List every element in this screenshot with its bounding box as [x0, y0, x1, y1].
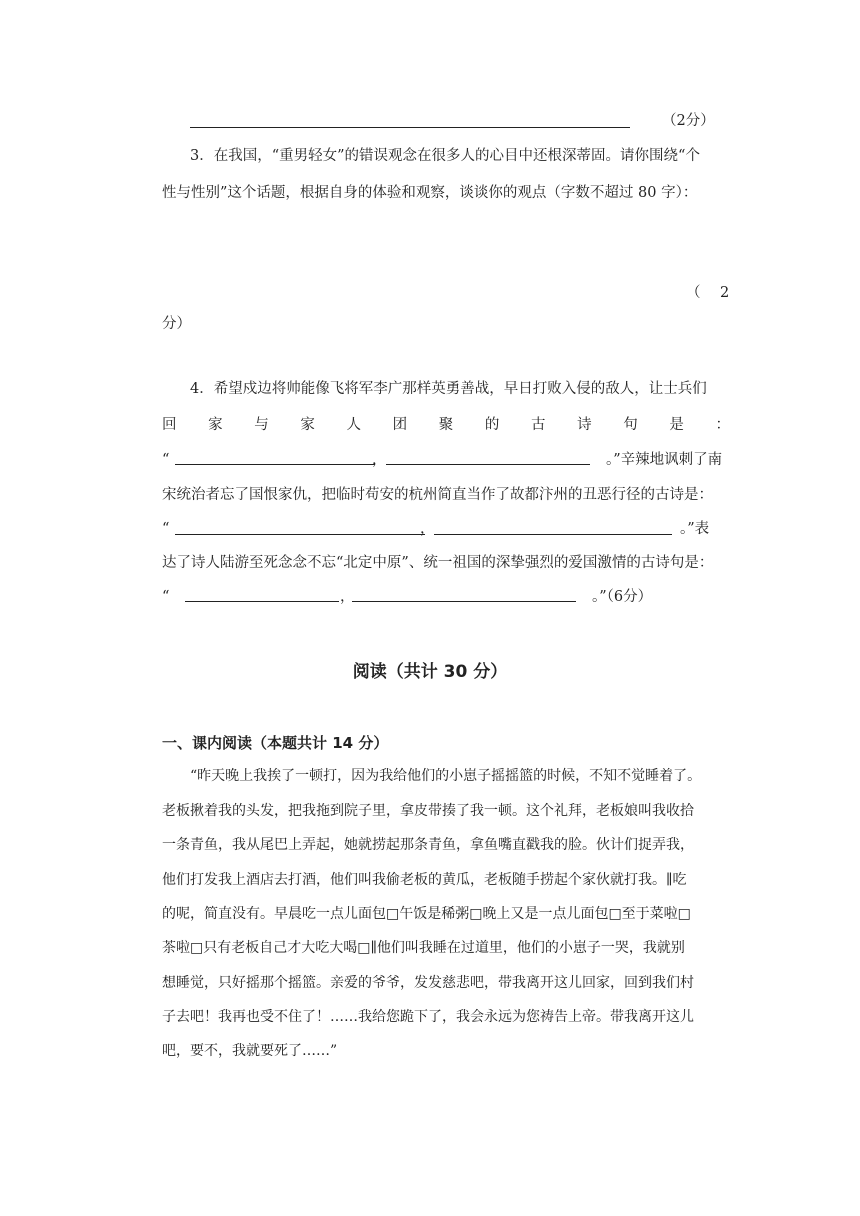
char: 回 — [162, 417, 177, 433]
q4-comma-b: ， — [420, 521, 435, 537]
passage-line: 茶啦□只有老板自己才大吃大喝□∥他们叫我睡在过道里，他们的小崽子一哭，我就别 — [162, 940, 685, 956]
char: 古 — [531, 417, 546, 433]
q4-comma-c: ， — [340, 589, 355, 605]
char: 与 — [254, 417, 269, 433]
q3-score-open: （ — [686, 285, 701, 301]
passage-line: 老板揪着我的头发，把我拖到院子里，拿皮带揍了我一顿。这个礼拜，老板娘叫我收拾 — [162, 803, 694, 819]
q4-open-quote-b: “ — [162, 521, 170, 537]
char: 聚 — [438, 417, 454, 433]
passage-line: 吧，要不，我就要死了……” — [162, 1043, 338, 1059]
q4-blank-a1[interactable] — [175, 464, 375, 465]
char: ： — [715, 417, 730, 433]
char: 是 — [669, 417, 684, 433]
q3-score-number: 2 — [720, 285, 730, 301]
q4-text-line1: 4．希望戍边将帅能像飞将军李广那样英勇善战，早日打败入侵的敌人，让士兵们 — [190, 381, 707, 397]
q2-score: （2分） — [662, 113, 715, 129]
passage-line: “昨天晚上我挨了一顿打，因为我给他们的小崽子摇摇篮的时候，不知不觉睡着了。 — [190, 768, 702, 784]
q4-blank-c1[interactable] — [185, 601, 339, 602]
q4-blank-a2[interactable] — [386, 464, 590, 465]
q4-close-c: 。”（6分） — [592, 589, 653, 605]
q3-answer-area[interactable] — [162, 215, 730, 280]
char: 家 — [300, 417, 315, 433]
q3-score-close: 分） — [162, 316, 191, 332]
q2-answer-line[interactable] — [190, 127, 630, 128]
q3-text-line2: 性与性别”这个话题，根据自身的体验和观察，谈谈你的观点（字数不超过 80 字）： — [162, 185, 698, 201]
q4-close-a: 。”辛辣地讽刺了南 — [606, 452, 723, 468]
q4-open-quote-a: “ — [162, 452, 170, 468]
passage-line: 他们打发我上酒店去打酒，他们叫我偷老板的黄瓜，老板随手捞起个家伙就打我。∥吃 — [162, 872, 687, 888]
char: 团 — [392, 417, 408, 433]
passage-line: 一条青鱼，我从尾巴上弄起，她就捞起那条青鱼，拿鱼嘴直戳我的脸。伙计们捉弄我， — [162, 837, 694, 853]
q3-text-line1: 3．在我国，“重男轻女”的错误观念在很多人的心目中还根深蒂固。请你围绕“个 — [190, 148, 700, 164]
q4-open-quote-c: “ — [162, 589, 170, 605]
passage-line: 子去吧！我再也受不住了！……我给您跪下了，我会永远为您祷告上帝。带我离开这儿 — [162, 1009, 694, 1025]
char: 的 — [484, 417, 500, 433]
passage-line: 想睡觉，只好摇那个摇篮。亲爱的爷爷，发发慈悲吧，带我离开这儿回家，回到我们村 — [162, 975, 694, 991]
q4-blank-c2[interactable] — [352, 601, 576, 602]
q4-close-b: 。”表 — [680, 521, 710, 537]
char: 家 — [208, 417, 223, 433]
char: 句 — [623, 417, 638, 433]
reading-title: 阅读（共计 30 分） — [352, 662, 508, 682]
q4-text-line2 — [162, 415, 730, 435]
q4-blank-b1[interactable] — [175, 534, 425, 535]
q4-text-line4: 宋统治者忘了国恨家仇，把临时苟安的杭州简直当作了故都汴州的丑恶行径的古诗是： — [162, 487, 713, 503]
passage-line: 的呢，简直没有。早晨吃一点儿面包□午饭是稀粥□晚上又是一点儿面包□至于菜啦□ — [162, 906, 691, 922]
section-1-heading: 一、课内阅读（本题共计 14 分） — [162, 734, 389, 752]
char: 人 — [346, 417, 361, 433]
q4-blank-b2[interactable] — [434, 534, 672, 535]
q4-text-line6: 达了诗人陆游至死念念不忘“北定中原”、统一祖国的深挚强烈的爱国激情的古诗句是： — [162, 555, 714, 571]
char: 诗 — [577, 417, 592, 433]
q4-comma-a: ， — [372, 452, 387, 468]
